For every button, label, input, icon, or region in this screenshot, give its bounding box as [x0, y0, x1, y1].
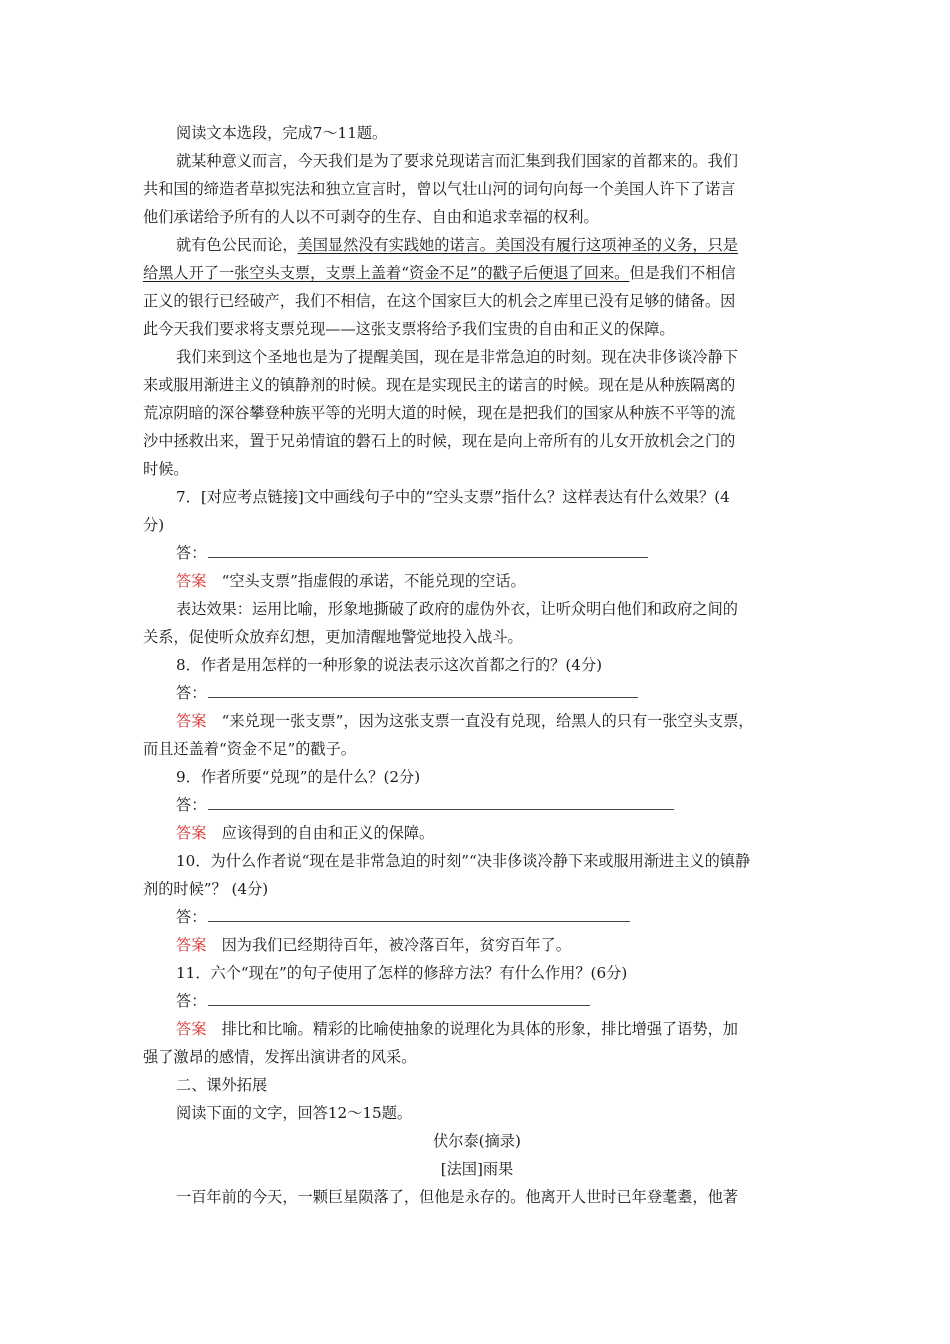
passage-line: 他们承诺给予所有的人以不可剥夺的生存、自由和追求幸福的权利。 — [143, 208, 599, 226]
passage-line: 我们来到这个圣地也是为了提醒美国，现在是非常急迫的时刻。现在决非侈谈冷静下 — [176, 348, 738, 366]
answer-label: 答案 — [176, 712, 207, 730]
question-9: 9．作者所要“兑现”的是什么？(2分) — [176, 768, 421, 786]
passage-line: 沙中拯救出来，置于兄弟情谊的磐石上的时候，现在是向上帝所有的儿女开放机会之门的 — [143, 432, 736, 450]
answer-line — [176, 990, 590, 1012]
answer-text: “空头支票”指虚假的承诺，不能兑现的空话。 — [206, 572, 526, 590]
answer-text: 因为我们已经期待百年，被冷落百年，贫穷百年了。 — [206, 936, 571, 954]
answer-blank[interactable] — [208, 543, 648, 558]
answer-text: “来兑现一张支票”，因为这张支票一直没有兑现，给黑人的只有一张空头支票， — [206, 712, 754, 730]
answer-text: 而且还盖着“资金不足”的戳子。 — [143, 740, 356, 758]
answer-blank[interactable] — [208, 907, 630, 922]
answer-text: 排比和比喻。精彩的比喻使抽象的说理化为具体的形象，排比增强了语势，加 — [206, 1020, 738, 1038]
article-title: 伏尔泰(摘录) — [433, 1132, 521, 1150]
passage-line: 此今天我们要求将支票兑现——这张支票将给予我们宝贵的自由和正义的保障。 — [143, 320, 675, 338]
passage-line: 就某种意义而言，今天我们是为了要求兑现诺言而汇集到我们国家的首都来的。我们 — [176, 152, 738, 170]
answer-row — [176, 934, 571, 956]
reading-instruction: 阅读下面的文字，回答12～15题。 — [176, 1104, 413, 1122]
answer-prompt: 答： — [176, 684, 207, 702]
answer-line — [176, 542, 648, 564]
question-7-cont: 分) — [143, 516, 165, 534]
passage-line — [143, 262, 736, 284]
answer-blank[interactable] — [208, 795, 674, 810]
answer-text: 应该得到的自由和正义的保障。 — [206, 824, 435, 842]
question-8: 8．作者是用怎样的一种形象的说法表示这次首都之行的？(4分) — [176, 656, 603, 674]
passage-line: 来或服用渐进主义的镇静剂的时候。现在是实现民主的诺言的时候。现在是从种族隔离的 — [143, 376, 736, 394]
answer-text: 关系，促使听众放弃幻想，更加清醒地警觉地投入战斗。 — [143, 628, 523, 646]
passage-line: 共和国的缔造者草拟宪法和独立宣言时，曾以气壮山河的词句向每一个美国人许下了诺言 — [143, 180, 736, 198]
answer-label: 答案 — [176, 1020, 207, 1038]
passage-line: 时候。 — [143, 460, 189, 478]
answer-row — [176, 1018, 738, 1040]
answer-text: 表达效果：运用比喻，形象地撕破了政府的虚伪外衣，让听众明白他们和政府之间的 — [176, 600, 738, 618]
answer-line — [176, 906, 630, 928]
answer-line — [176, 794, 674, 816]
question-11: 11．六个“现在”的句子使用了怎样的修辞方法？有什么作用？(6分) — [176, 964, 628, 982]
question-10-cont: 剂的时候”？ (4分) — [143, 880, 269, 898]
answer-label: 答案 — [176, 572, 207, 590]
answer-row — [176, 822, 434, 844]
answer-label: 答案 — [176, 824, 207, 842]
passage-text: 就有色公民而论， — [176, 236, 298, 254]
answer-prompt: 答： — [176, 796, 207, 814]
answer-blank[interactable] — [208, 683, 638, 698]
passage-line: 正义的银行已经破产，我们不相信，在这个国家巨大的机会之库里已没有足够的储备。因 — [143, 292, 736, 310]
answer-line — [176, 682, 638, 704]
underlined-sentence: 美国显然没有实践她的诺言。美国没有履行这项神圣的义务，只是 — [297, 236, 738, 254]
passage-line: 一百年前的今天，一颗巨星陨落了，但他是永存的。他离开人世时已年登耄耋，他著 — [176, 1188, 738, 1206]
answer-label: 答案 — [176, 936, 207, 954]
section-heading: 二、课外拓展 — [176, 1076, 268, 1094]
question-10: 10．为什么作者说“现在是非常急迫的时刻”“决非侈谈冷静下来或服用渐进主义的镇静 — [176, 852, 751, 870]
answer-row — [176, 570, 526, 592]
answer-prompt: 答： — [176, 544, 207, 562]
underlined-sentence: 给黑人开了一张空头支票，支票上盖着“资金不足”的戳子后便退了回来。 — [143, 264, 630, 282]
answer-row — [176, 710, 753, 732]
passage-line: 荒凉阴暗的深谷攀登种族平等的光明大道的时候，现在是把我们的国家从种族不平等的流 — [143, 404, 736, 422]
reading-instruction: 阅读文本选段，完成7～11题。 — [176, 124, 388, 142]
answer-text: 强了激昂的感情，发挥出演讲者的风采。 — [143, 1048, 417, 1066]
passage-text: 但是我们不相信 — [629, 264, 736, 282]
passage-line — [176, 234, 738, 256]
question-7: 7．[对应考点链接]文中画线句子中的“空头支票”指什么？这样表达有什么效果？(4 — [176, 488, 730, 506]
answer-prompt: 答： — [176, 908, 207, 926]
article-author: [法国]雨果 — [440, 1160, 514, 1178]
answer-blank[interactable] — [208, 991, 590, 1006]
answer-prompt: 答： — [176, 992, 207, 1010]
